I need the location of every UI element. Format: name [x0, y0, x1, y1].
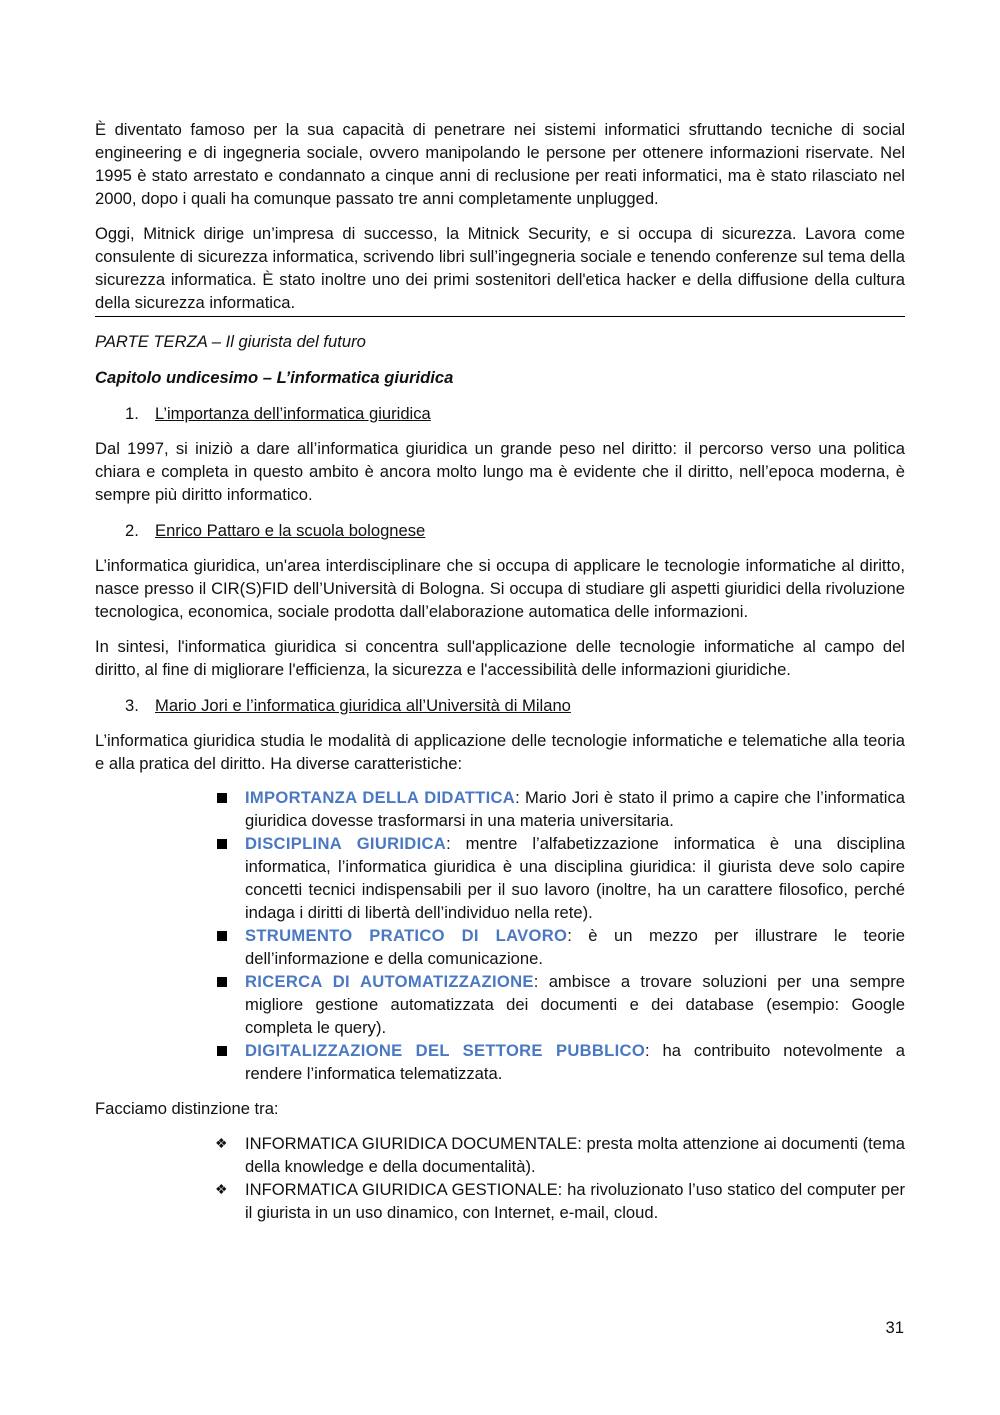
item-text: INFORMATICA GIURIDICA DOCUMENTALE: presta molta attenzione ai documenti (tema della knowledge e della documentalità). — [245, 1134, 905, 1176]
diamond-bullet-icon: ❖ — [215, 1181, 228, 1197]
intro-paragraph: È diventato famoso per la sua capacità di penetrare nei sistemi informatici sfruttando tecniche di social engineering e di ingegneria sociale, ovvero manipolando le persone per ottenere informazioni riservate. Nel 1995 è stato arrestato e condannato a cinque anni di reclusione per reati informatici, ma è stato rilasciato nel 2000, dopo i quali ha comunque passato tre anni completamente unplugged. — [95, 120, 905, 208]
part-title: PARTE TERZA – Il giurista del futuro — [95, 332, 366, 351]
list-item — [215, 1178, 905, 1224]
item-text: : Mario Jori è stato il primo a capire che l’informatica giuridica dovesse trasformarsi in una materia universitaria. — [245, 788, 905, 830]
item-text: : mentre l’alfabetizzazione informatica è una disciplina informatica, l’informatica giuridica è una disciplina giuridica: il giurista deve solo capire concetti tecnici indispensabili per il suo lavoro (inoltre, ha un carattere filosofico, perché indaga i diritti di libertà dell’individuo nella rete). — [245, 834, 905, 922]
square-bullet-icon — [217, 1046, 227, 1056]
item-text: INFORMATICA GIURIDICA GESTIONALE: ha rivoluzionato l’uso statico del computer per il giurista in un uso dinamico, con Internet, e-mail, cloud. — [245, 1180, 905, 1222]
square-bullet-icon — [217, 977, 227, 987]
chapter-title: Capitolo undicesimo – L’informatica giuridica — [95, 368, 454, 387]
diamond-bullet-icon: ❖ — [215, 1135, 228, 1151]
keyword: DIGITALIZZAZIONE DEL SETTORE PUBBLICO — [245, 1041, 646, 1060]
section-number: 3. — [125, 696, 139, 715]
section-heading — [95, 694, 905, 717]
list-item — [215, 924, 905, 970]
item-text: : ha contribuito notevolmente a rendere l’informatica telematizzata. — [245, 1041, 905, 1083]
intro-paragraph: Oggi, Mitnick dirige un’impresa di successo, la Mitnick Security, e si occupa di sicurezza. Lavora come consulente di sicurezza informatica, scrivendo libri sull’ingegneria sociale e tenendo conferenze sul tema della sicurezza informatica. È stato inoltre uno dei primi sostenitori dell'etica hacker e della diffusione della cultura della sicurezza informatica. — [95, 224, 905, 312]
item-text: : ambisce a trovare soluzioni per una sempre migliore gestione automatizzata dei documenti e dei database (esempio: Google completa le query). — [245, 972, 905, 1037]
square-bullet-icon — [217, 839, 227, 849]
list-item — [215, 1039, 905, 1085]
distinction-intro: Facciamo distinzione tra: — [95, 1099, 279, 1118]
section-heading — [95, 519, 905, 542]
keyword: IMPORTANZA DELLA DIDATTICA — [245, 788, 516, 807]
keyword: STRUMENTO PRATICO DI LAVORO — [245, 926, 568, 945]
section-title: Mario Jori e l’informatica giuridica all’Università di Milano — [155, 696, 571, 715]
list-item — [215, 1132, 905, 1178]
section-heading — [95, 402, 905, 425]
section-number: 2. — [125, 521, 139, 540]
list-item — [215, 832, 905, 924]
section-paragraph: In sintesi, l'informatica giuridica si concentra sull'applicazione delle tecnologie informatiche al campo del diritto, al fine di migliorare l'efficienza, la sicurezza e l'accessibilità delle informazioni giuridiche. — [95, 637, 905, 679]
section-title: L’importanza dell’informatica giuridica — [155, 404, 431, 423]
section-paragraph: L’informatica giuridica studia le modalità di applicazione delle tecnologie informatiche e telematiche alla teoria e alla pratica del diritto. Ha diverse caratteristiche: — [95, 731, 905, 773]
horizontal-rule — [95, 316, 905, 317]
keyword: RICERCA DI AUTOMATIZZAZIONE — [245, 972, 534, 991]
page-number: 31 — [885, 1318, 904, 1337]
square-bullet-icon — [217, 931, 227, 941]
section-number: 1. — [125, 404, 139, 423]
keyword: DISCIPLINA GIURIDICA — [245, 834, 447, 853]
characteristics-list — [95, 786, 905, 1085]
section-paragraph: Dal 1997, si iniziò a dare all’informatica giuridica un grande peso nel diritto: il percorso verso una politica chiara e completa in questo ambito è ancora molto lungo ma è evidente che il diritto, nell’epoca moderna, è sempre più diritto informatico. — [95, 439, 905, 504]
document-page — [95, 118, 905, 1224]
square-bullet-icon — [217, 793, 227, 803]
distinctions-list — [95, 1132, 905, 1224]
list-item — [215, 970, 905, 1039]
section-title: Enrico Pattaro e la scuola bolognese — [155, 521, 426, 540]
section-paragraph: L’informatica giuridica, un'area interdisciplinare che si occupa di applicare le tecnologie informatiche al diritto, nasce presso il CIR(S)FID dell’Università di Bologna. Si occupa di studiare gli aspetti giuridici della rivoluzione tecnologica, economica, sociale prodotta dall’elaborazione automatica delle informazioni. — [95, 556, 905, 621]
list-item — [215, 786, 905, 832]
item-text: : è un mezzo per illustrare le teorie dell’informazione e della comunicazione. — [245, 926, 905, 968]
